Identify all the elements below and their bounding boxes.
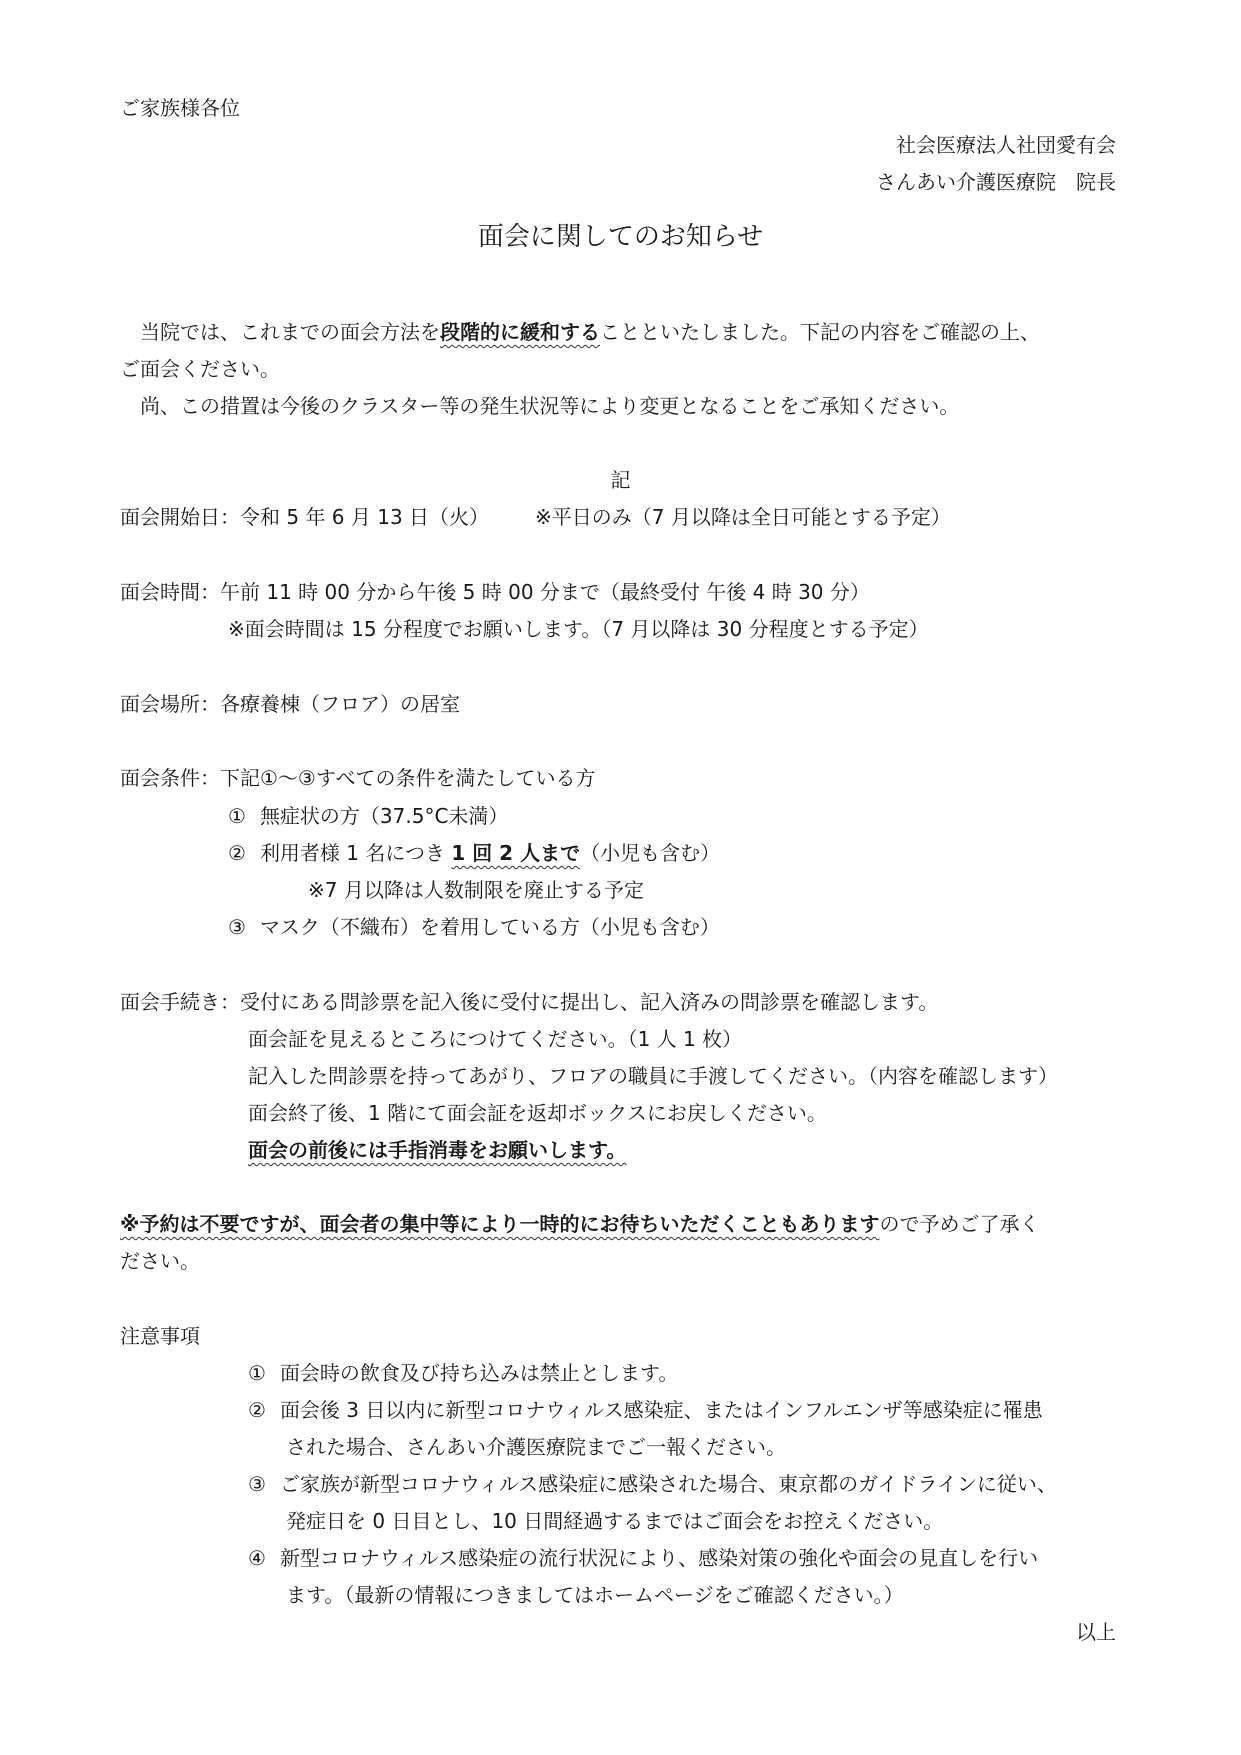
sender-name: さんあい介護医療院 院長 <box>876 170 1116 194</box>
procedure-row <box>120 992 938 1012</box>
start-date-note: ※平日のみ（7 月以降は全日可能とする予定） <box>535 505 951 529</box>
procedure-line-5: 面会の前後には手指消毒をお願いします。 <box>248 1138 627 1162</box>
place-row <box>120 694 460 714</box>
note-3: ③ ご家族が新型コロナウィルス感染症に感染された場合、東京都のガイドラインに従い、 <box>248 1472 1057 1496</box>
procedure-line-3: 記入した問診票を持ってあがり、フロアの職員に手渡してください。（内容を確認します） <box>248 1064 1058 1088</box>
procedure-line-1: 受付にある問診票を記入後に受付に提出し、記入済みの問診票を確認します。 <box>240 990 939 1014</box>
procedure-label: 面会手続き： <box>120 990 240 1014</box>
intro-emphasis: 段階的に緩和する <box>440 320 600 344</box>
note-1: ① 面会時の飲食及び持ち込みは禁止とします。 <box>248 1361 679 1385</box>
condition-2-note: ※7 月以降は人数制限を廃止する予定 <box>308 878 644 902</box>
time-row <box>120 582 870 602</box>
addressee: ご家族様各位 <box>120 96 240 120</box>
note-4: ④ 新型コロナウィルス感染症の流行状況により、感染対策の強化や面会の見直しを行い <box>248 1546 1039 1570</box>
condition-2-emphasis: 1 回 2 人まで <box>451 841 581 865</box>
note-2-cont: された場合、さんあい介護医療院までご一報ください。 <box>286 1435 786 1459</box>
reservation-line-2: ださい。 <box>120 1249 200 1273</box>
time-label: 面会時間： <box>120 580 220 604</box>
closing: 以上 <box>1076 1620 1116 1644</box>
notes-heading: 注意事項 <box>120 1324 200 1348</box>
note-2: ② 面会後 3 日以内に新型コロナウィルス感染症、またはインフルエンザ等感染症に罹患 <box>248 1398 1043 1422</box>
ki-heading: 記 <box>610 468 631 492</box>
condition-2: ② 利用者様 1 名につき 1 回 2 人まで（小児も含む） <box>228 841 721 865</box>
intro-line-3: 尚、この措置は今後のクラスター等の発生状況等により変更となることをご承知ください。 <box>140 394 960 418</box>
note-4-cont: ます。（最新の情報につきましてはホームページをご確認ください。） <box>286 1583 904 1607</box>
start-date-value: 令和 5 年 6 月 13 日（火） <box>240 505 490 529</box>
page-title: 面会に関してのお知らせ <box>477 222 764 252</box>
start-date-label: 面会開始日： <box>120 505 240 529</box>
conditions-row <box>120 768 595 788</box>
conditions-label: 面会条件： <box>120 766 220 790</box>
time-value: 午前 11 時 00 分から午後 5 時 00 分まで（最終受付 午後 4 時 30 分） <box>220 580 870 604</box>
time-note: ※面会時間は 15 分程度でお願いします。（7 月以降は 30 分程度とする予定） <box>228 617 929 641</box>
note-3-cont: 発症日を 0 日目とし、10 日間経過するまではご面会をお控えください。 <box>286 1509 944 1533</box>
condition-1: ① 無症状の方（37.5°C未満） <box>228 804 509 828</box>
place-value: 各療養棟（フロア）の居室 <box>220 692 460 716</box>
reservation-line-1: ※予約は不要ですが、面会者の集中等により一時的にお待ちいただくこともありますので予めご了承く <box>120 1212 1040 1236</box>
start-date-row <box>120 507 951 527</box>
reservation-emphasis: ※予約は不要ですが、面会者の集中等により一時的にお待ちいただくこともあります <box>120 1212 880 1236</box>
procedure-line-2: 面会証を見えるところにつけてください。（1 人 1 枚） <box>248 1027 743 1051</box>
intro-line-1: 当院では、これまでの面会方法を段階的に緩和することといたしました。下記の内容をご確認の上、 <box>140 320 1040 344</box>
sender-org: 社会医療法人社団愛有会 <box>896 133 1116 157</box>
procedure-line-4: 面会終了後、1 階にて面会証を返却ボックスにお戻しください。 <box>248 1101 827 1125</box>
condition-3: ③ マスク（不織布）を着用している方（小児も含む） <box>228 915 720 939</box>
place-label: 面会場所： <box>120 692 220 716</box>
intro-line-2: ご面会ください。 <box>120 357 280 381</box>
conditions-value: 下記①〜③すべての条件を満たしている方 <box>220 766 596 790</box>
